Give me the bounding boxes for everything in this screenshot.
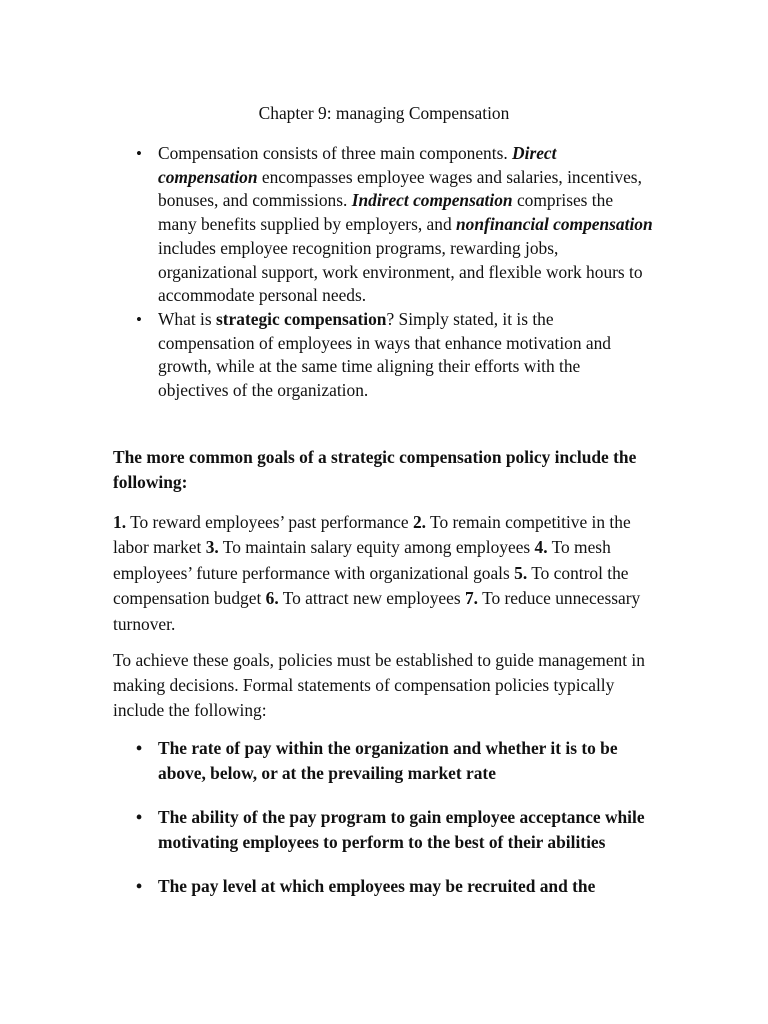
list-item: • The pay level at which employees may be recruited and the [113, 874, 658, 899]
goal-number: 5. [514, 562, 528, 583]
page-title: Chapter 9: managing Compensation [258, 103, 510, 123]
goal-text: To attract new employees [278, 588, 465, 609]
goal-text: To maintain salary equity among employees [218, 537, 535, 558]
goal-number: 3. [205, 537, 219, 558]
policy-bullet-list [113, 736, 658, 918]
goal-text: To reduce unnecessary turnover. [113, 588, 641, 634]
bullet-text-segment: What is [158, 308, 216, 329]
goal-text: To remain competitive in the labor market [113, 512, 631, 558]
term-indirect-compensation: Indirect compensation [351, 190, 513, 211]
goal-number: 1. [113, 512, 127, 532]
bullet-text-segment: encompasses employee wages and salaries, incentives, bonuses, and commissions. [158, 166, 642, 211]
list-item: • The rate of pay within the organization and whether it is to be above, below, or at the prevailing market rate [113, 736, 658, 786]
compensation-bullet-list [113, 142, 653, 403]
bullet-text-segment: comprises the many benefits supplied by employers, and [158, 190, 614, 235]
bullet-text-segment: includes employee recognition programs, rewarding jobs, organizational support, work environment, and flexible work hours to accommodate personal needs. [158, 237, 643, 306]
bullet-text-segment: ? Simply stated, it is the compensation of employees in ways that enhance motivation and growth, while at the same time aligning their efforts with the objectives of the organization. [158, 308, 611, 401]
goal-number: 6. [265, 588, 279, 609]
list-item [113, 308, 653, 403]
term-direct-compensation: Direct compensation [158, 143, 557, 187]
list-item: • The ability of the pay program to gain employee acceptance while motivating employees to perform to the best of their abilities [113, 805, 658, 855]
goal-text: To mesh employees’ future performance with organizational goals [113, 537, 611, 583]
goals-heading: The more common goals of a strategic compensation policy include the following: [113, 447, 637, 492]
term-strategic-compensation: strategic compensation [215, 308, 387, 329]
term-nonfinancial-compensation: nonfinancial compensation [456, 214, 653, 235]
policies-intro-paragraph: To achieve these goals, policies must be established to guide management in making decisions. Formal statements of compensation policies typically include the following: [113, 650, 645, 720]
goal-number: 4. [534, 537, 548, 558]
goal-number: 2. [412, 512, 426, 532]
goals-paragraph [113, 510, 658, 637]
goal-number: 7. [464, 588, 479, 609]
goal-text: To reward employees’ past performance [126, 512, 413, 532]
list-item [113, 142, 653, 308]
bullet-text-segment: Compensation consists of three main components. [158, 143, 513, 163]
goal-text: To control the compensation budget [113, 562, 629, 609]
